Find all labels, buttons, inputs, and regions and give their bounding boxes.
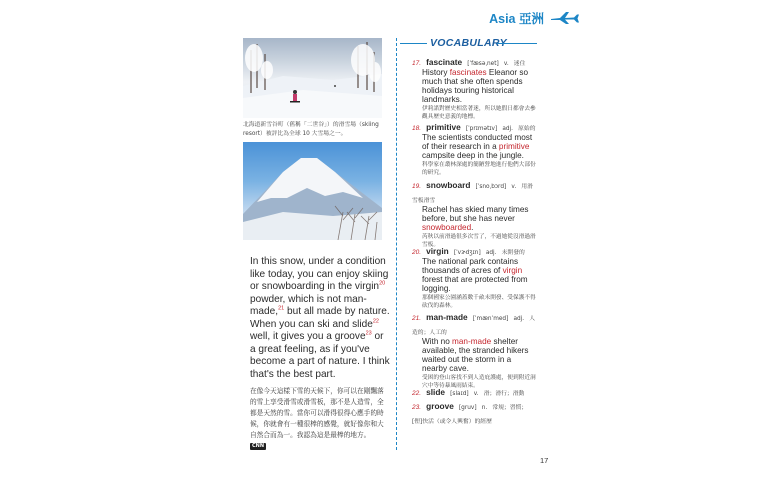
- page-number: 17: [540, 456, 549, 465]
- mountain-photo: [243, 142, 382, 240]
- vocabulary-title: VOCABULARY: [430, 37, 507, 49]
- photo-caption: 北海道新雪谷町（舊稱「二世谷」）的滑雪場（skiing resort）被評比為全球 10 大雪場之一。: [243, 122, 379, 137]
- article-text-chinese: 在像今天這樣下雪的天候下，你可以在剛飄落的雪上享受滑雪或滑雪板，那不是人造雪，全都是天然的雪。當你可以滑得很得心應手的時候，你就會有一種很棒的感覺，就好像你和大自然合而為一。我認為這是最棒的地方。 CNN: [250, 387, 384, 449]
- section-header: [489, 9, 580, 27]
- vocab-example: Rachel has skied many times before, but she has never snowboarded.: [422, 205, 529, 232]
- title-rule-left: [400, 43, 427, 44]
- vocab-example: With no man-made shelter available, the stranded hikers waited out the storm in a nearby cave.: [422, 337, 529, 373]
- vocab-entry-fascinate: 17. fascinate [ˈfæsəˌnet] v. 迷住 History fascinates Eleanor so much that she often spends holidays touring historical landmarks. 伊莉諾對歷史相當著迷，所以她假日都會去參觀具歷史意義的地標。: [412, 57, 536, 120]
- vocab-example: The national park contains thousands of acres of virgin forest that are protected from logging.: [422, 257, 528, 293]
- column-divider: [396, 38, 397, 450]
- airplane-icon: [550, 11, 580, 25]
- ski-slope-photo: [243, 38, 382, 118]
- vocab-entry-slide: 22. slide [slaɪd] v. 滑；滑行；滑動: [412, 387, 525, 397]
- title-rule-right: [497, 43, 537, 44]
- vocab-example: The scientists conducted most of their research in a primitive campsite deep in the jungle.: [422, 133, 533, 160]
- vocab-translation: 那個國家公園涵蓋數千畝未開發、受保護不得砍伐的森林。: [422, 294, 536, 309]
- vocab-entry-primitive: 18. primitive [ˈprɪmətɪv] adj. 原始的 The scientists conducted most of their research in a primitive campsite deep in the jungle. 科學家在叢林深處的簡陋營地進行他們大部份的研究。: [412, 122, 536, 176]
- vocab-entry-virgin: 20. virgin [ˈvɝdʒɪn] adj. 未開發的 The national park contains thousands of acres of virgin forest that are protected from logging. 那個國家公園涵蓋數千畝未開發、受保護不得砍伐的森林。: [412, 246, 536, 309]
- vocab-translation: 受困的登山客找不到人造庇護處，便到附近洞穴中等待暴風雨結束。: [422, 374, 536, 389]
- article-text-english: In this snow, under a condition like today, you can enjoy skiing or snowboarding in the virgin$^{20}$ powder, which is not man-made,$^{21}$ but all made by nature. When you can ski and slide$^{22}$ well, it gives you a groove$^{23}$ or a great feeling, as if you've become a part of nature. I think that's the best part.: [250, 256, 390, 380]
- vocab-translation: 科學家在叢林深處的簡陋營地進行他們大部份的研究。: [422, 161, 536, 176]
- vocab-translation: 芮秋以前滑過很多次雪了，不過她從沒滑過滑雪板。: [422, 233, 536, 248]
- vocab-translation: 伊莉諾對歷史相當著迷，所以她假日都會去參觀具歷史意義的地標。: [422, 105, 536, 120]
- section-label: Asia 亞洲: [489, 12, 544, 26]
- cnn-logo: CNN: [252, 442, 265, 449]
- vocab-entry-man-made: 21. man-made [ˈmænˈmed] adj. 人造的；人工的 With no man-made shelter available, the stranded hikers waited out the storm in a nearby cave. 受困的登山客找不到人造庇護處，便到附近洞穴中等待暴風雨結束。: [412, 312, 536, 389]
- vocab-entry-groove: 23. groove [gruv] n. 常規；習慣；[俚]快活（或令人興奮）的經歷: [412, 401, 528, 425]
- vocab-example: History fascinates Eleanor so much that she often spends holidays touring historical landmarks.: [422, 68, 529, 104]
- vocab-entry-snowboard: 19. snowboard [ˈsnoˌbɔrd] v. 用滑雪板滑雪 Rachel has skied many times before, but she has never snowboarded. 芮秋以前滑過很多次雪了，不過她從沒滑過滑雪板。: [412, 180, 536, 248]
